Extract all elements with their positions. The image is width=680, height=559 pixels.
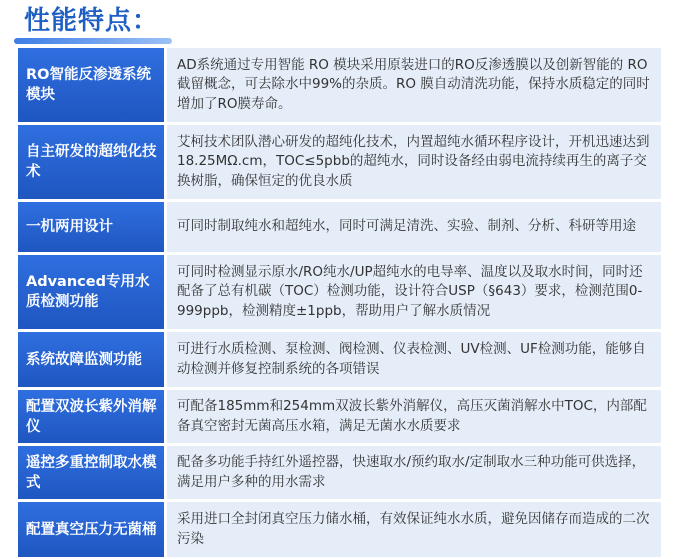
feature-description-text: 可同时检测显示原水/RO纯水/UP超纯水的电导率、温度以及取水时间，同时还配备了总有机碳（TOC）检测功能，设计符合USP（§643）要求，检测范围0-999ppb，检测精度±1ppb，帮助用户了解水质情况 xyxy=(177,263,643,319)
feature-label: 配置真空压力无菌桶 xyxy=(18,502,164,557)
feature-row xyxy=(18,332,661,387)
feature-description xyxy=(167,332,661,387)
feature-row xyxy=(18,502,661,557)
feature-description xyxy=(167,48,661,122)
feature-description-text: 可配备185mm和254mm双波长紫外消解仪，高压灭菌消解水中TOC，内部配备真空密封无菌高压水箱，满足无菌水水质要求 xyxy=(177,398,647,434)
feature-row xyxy=(18,255,661,329)
feature-description-text: 可同时制取纯水和超纯水，同时可满足清洗、实验、制剂、分析、科研等用途 xyxy=(177,218,636,235)
feature-row xyxy=(18,446,661,499)
feature-description xyxy=(167,502,661,557)
feature-description xyxy=(167,125,661,199)
feature-description-text: 艾柯技术团队潜心研发的超纯化技术，内置超纯水循环程序设计，开机迅速达到18.25MΩ.cm，TOC≤5pbb的超纯水，同时设备经由弱电流持续再生的离子交换树脂，确保恒定的优良水质 xyxy=(177,133,650,189)
page-title: 性能特点： xyxy=(24,6,160,36)
feature-label: 系统故障监测功能 xyxy=(18,332,164,387)
feature-description-text: AD系统通过专用智能 RO 模块采用原装进口的RO反渗透膜以及创新智能的 RO 截留概念，可去除水中99%的杂质。RO 膜自动清洗功能，保持水质稳定的同时增加了RO膜寿命。 xyxy=(177,56,650,112)
feature-label: 自主研发的超纯化技术 xyxy=(18,125,164,199)
feature-description xyxy=(167,446,661,499)
feature-description xyxy=(167,390,661,443)
feature-row xyxy=(18,390,661,443)
title-underline xyxy=(14,38,172,44)
feature-label: Advanced专用水质检测功能 xyxy=(18,255,164,329)
feature-row xyxy=(18,202,661,252)
feature-row xyxy=(18,125,661,199)
feature-row xyxy=(18,48,661,122)
feature-description-text: 可进行水质检测、泵检测、阀检测、仪表检测、UV检测、UF检测功能，能够自动检测并修复控制系统的各项错误 xyxy=(177,341,646,377)
feature-description-text: 配备多功能手持红外遥控器，快速取水/预约取水/定制取水三种功能可供选择，满足用户多种的用水需求 xyxy=(177,454,646,490)
feature-description xyxy=(167,202,661,252)
feature-label: 配置双波长紫外消解仪 xyxy=(18,390,164,443)
feature-label: 遥控多重控制取水模式 xyxy=(18,446,164,499)
feature-description-text: 采用进口全封闭真空压力储水桶，有效保证纯水水质，避免因储存而造成的二次污染 xyxy=(177,511,650,547)
feature-description xyxy=(167,255,661,329)
feature-label: 一机两用设计 xyxy=(18,202,164,252)
feature-label: RO智能反渗透系统模块 xyxy=(18,48,164,122)
